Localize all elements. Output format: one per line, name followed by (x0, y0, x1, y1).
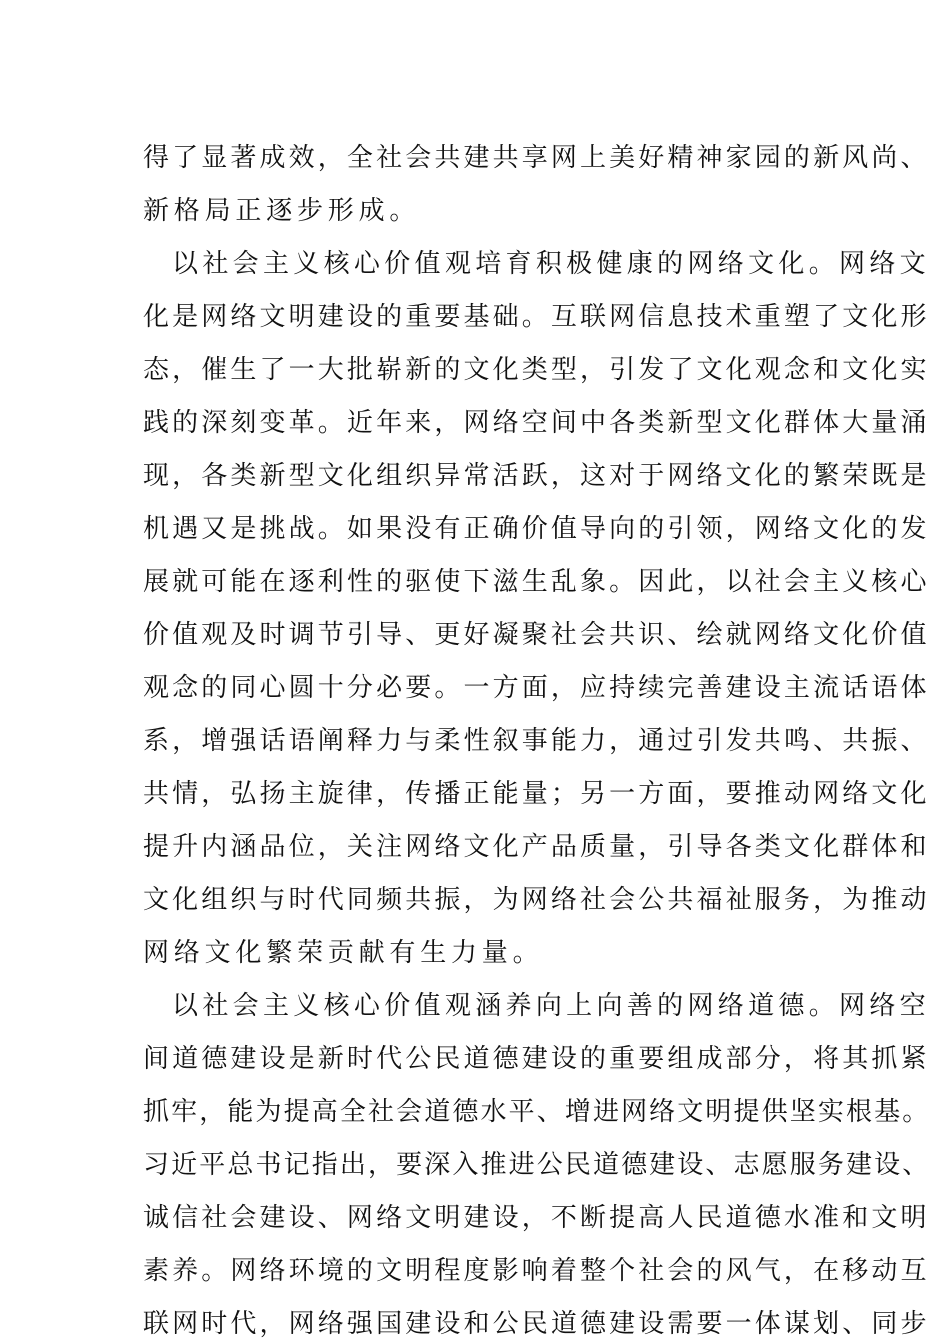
text-line: 习近平总书记指出，要深入推进公民道德建设、志愿服务建设、 (143, 1150, 931, 1180)
text-line: 提升内涵品位，关注网络文化产品质量，引导各类文化群体和 (143, 832, 930, 862)
text-line: 素养。网络环境的文明程度影响着整个社会的风气，在移动互 (143, 1256, 930, 1286)
paragraph-first-line: 以社会主义核心价值观涵养向上向善的网络道德。网络空 (172, 991, 931, 1021)
text-line: 新格局正逐步形成。 (143, 196, 421, 226)
text-line: 现，各类新型文化组织异常活跃，这对于网络文化的繁荣既是 (143, 461, 930, 491)
text-line: 价值观及时调节引导、更好凝聚社会共识、绘就网络文化价值 (143, 620, 930, 650)
text-line: 践的深刻变革。近年来，网络空间中各类新型文化群体大量涌 (143, 408, 930, 438)
text-line: 展就可能在逐利性的驱使下滋生乱象。因此，以社会主义核心 (143, 567, 930, 597)
text-line: 态，催生了一大批崭新的文化类型，引发了文化观念和文化实 (143, 355, 930, 385)
text-line: 联网时代，网络强国建设和公民道德建设需要一体谋划、同步 (143, 1309, 930, 1339)
paragraph-first-line: 以社会主义核心价值观培育积极健康的网络文化。网络文 (172, 249, 931, 279)
text-line: 系，增强话语阐释力与柔性叙事能力，通过引发共鸣、共振、 (143, 726, 930, 756)
text-line: 抓牢，能为提高全社会道德水平、增进网络文明提供坚实根基。 (143, 1097, 931, 1127)
text-line: 网络文化繁荣贡献有生力量。 (143, 938, 544, 968)
text-line: 文化组织与时代同频共振，为网络社会公共福祉服务，为推动 (143, 885, 930, 915)
text-line: 得了显著成效，全社会共建共享网上美好精神家园的新风尚、 (143, 143, 930, 173)
text-line: 化是网络文明建设的重要基础。互联网信息技术重塑了文化形 (143, 302, 930, 332)
text-line: 机遇又是挑战。如果没有正确价值导向的引领，网络文化的发 (143, 514, 930, 544)
text-line: 共情，弘扬主旋律，传播正能量；另一方面，要推动网络文化 (143, 779, 930, 809)
text-line: 观念的同心圆十分必要。一方面，应持续完善建设主流话语体 (143, 673, 930, 703)
text-line: 间道德建设是新时代公民道德建设的重要组成部分，将其抓紧 (143, 1044, 930, 1074)
text-line: 诚信社会建设、网络文明建设，不断提高人民道德水准和文明 (143, 1203, 930, 1233)
